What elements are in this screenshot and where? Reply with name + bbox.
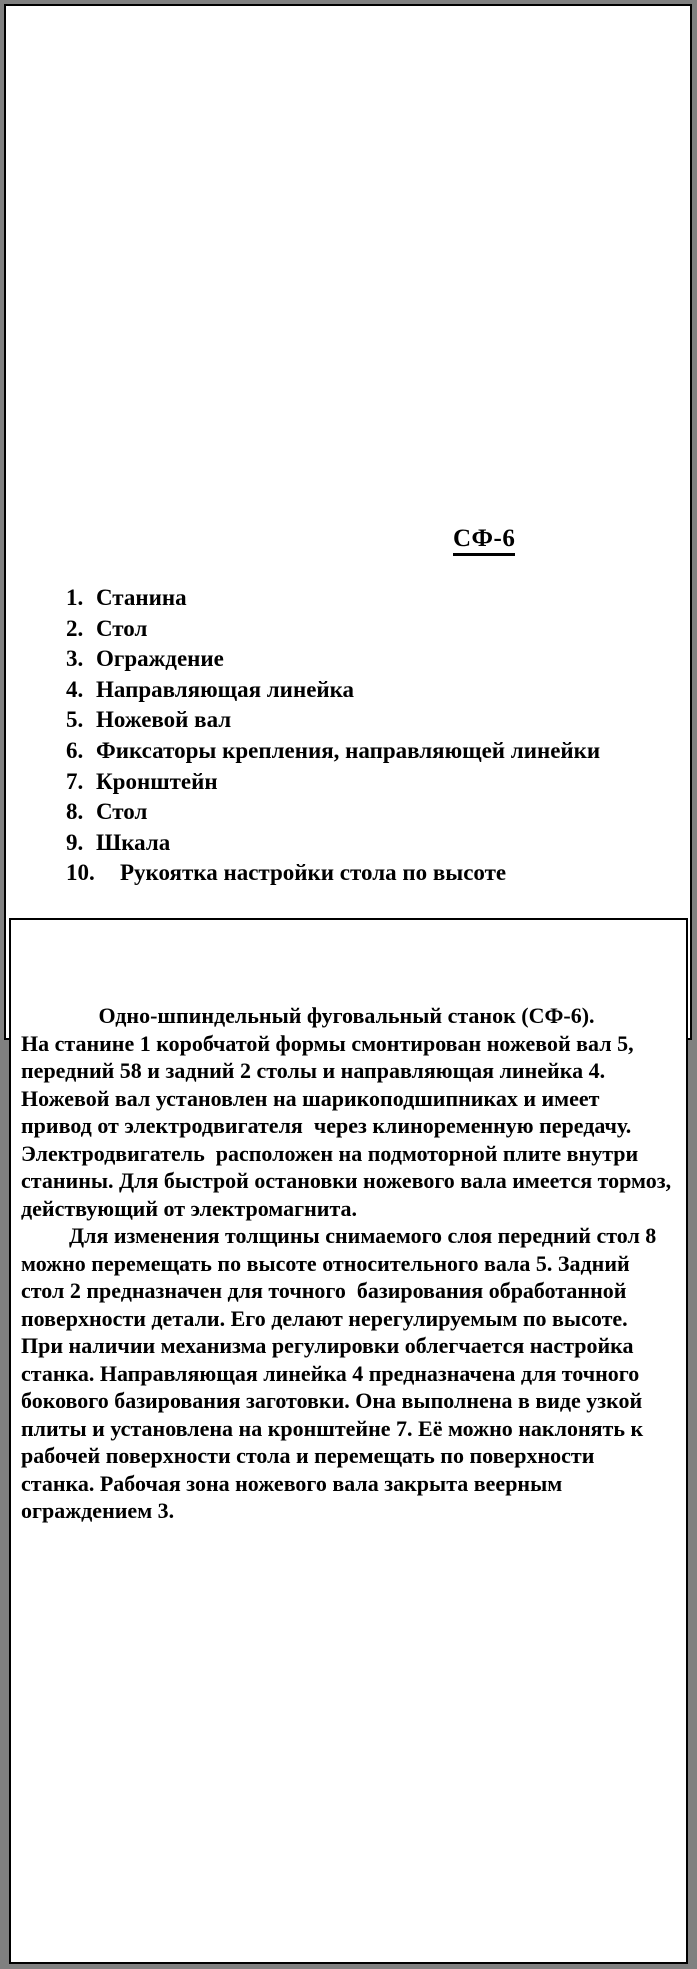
list-item-number: 8.	[66, 799, 84, 825]
list-item-label: Стол	[96, 615, 148, 641]
parts-list-item	[66, 797, 666, 828]
list-item-label: Направляющая линейка	[96, 676, 355, 702]
page-title: СФ-6	[453, 525, 515, 556]
list-item-number: 5.	[66, 707, 84, 733]
description-textbox[interactable]	[9, 918, 688, 1964]
parts-list-item	[66, 828, 666, 859]
list-item-label: Ножевой вал	[96, 707, 232, 733]
list-item-number: 7.	[66, 768, 84, 794]
list-item-label: Станина	[96, 585, 187, 610]
parts-list	[66, 583, 666, 889]
parts-list-item	[66, 675, 666, 706]
parts-list-item	[66, 583, 666, 614]
parts-list-item	[66, 736, 666, 767]
list-item-label: Рукоятка настройки стола по высоте	[120, 860, 507, 886]
description-textbox-content	[11, 920, 686, 1525]
description-paragraph-1: На станине 1 коробчатой формы смонтирован ножевой вал 5, передний 58 и задний 2 столы и направляющая линейка 4. Ножевой вал установлен на шарикоподшипниках и имеет привод от электродвигателя через клиноременную передачу. Электродвигатель расположен на подмоторной плите внутри станины. Для быстрой остановки ножевого вала имеется тормоз, действующий от электромагнита.	[21, 1030, 677, 1221]
parts-list-item	[66, 767, 666, 798]
parts-list-item	[66, 614, 666, 645]
parts-list-item	[66, 858, 666, 889]
description-paragraph-2: Для изменения толщины снимаемого слоя передний стол 8 можно перемещать по высоте относительного вала 5. Задний стол 2 предназначен для точного базирования обработанной поверхности детали. Его делают нерегулируемым по высоте. При наличии механизма регулировки облегчается настройка станка. Направляющая линейка 4 предназначена для точного бокового базирования заготовки. Она выполнена в виде узкой плиты и установлена на кронштейне 7. Её можно наклонять к рабочей поверхности стола и перемещать по поверхности станка. Рабочая зона ножевого вала закрыта веерным ограждением 3.	[21, 1223, 662, 1523]
document-page	[4, 4, 692, 1040]
list-item-number: 3.	[66, 646, 84, 672]
list-item-label: Ограждение	[96, 646, 224, 672]
list-item-number: 10.	[66, 860, 95, 886]
list-item-label: Шкала	[96, 829, 171, 855]
list-item-label: Фиксаторы крепления, направляющей линейки	[96, 737, 601, 763]
list-item-number: 6.	[66, 737, 84, 763]
list-item-number: 4.	[66, 676, 84, 702]
list-item-label: Стол	[96, 799, 148, 825]
list-item-number: 1.	[66, 585, 84, 610]
list-item-label: Кронштейн	[96, 768, 218, 794]
parts-list-item	[66, 644, 666, 675]
list-item-number: 9.	[66, 829, 84, 855]
list-item-number: 2.	[66, 615, 84, 641]
parts-list-item	[66, 705, 666, 736]
description-heading: Одно-шпиндельный фуговальный станок (СФ-6).	[98, 1003, 595, 1028]
